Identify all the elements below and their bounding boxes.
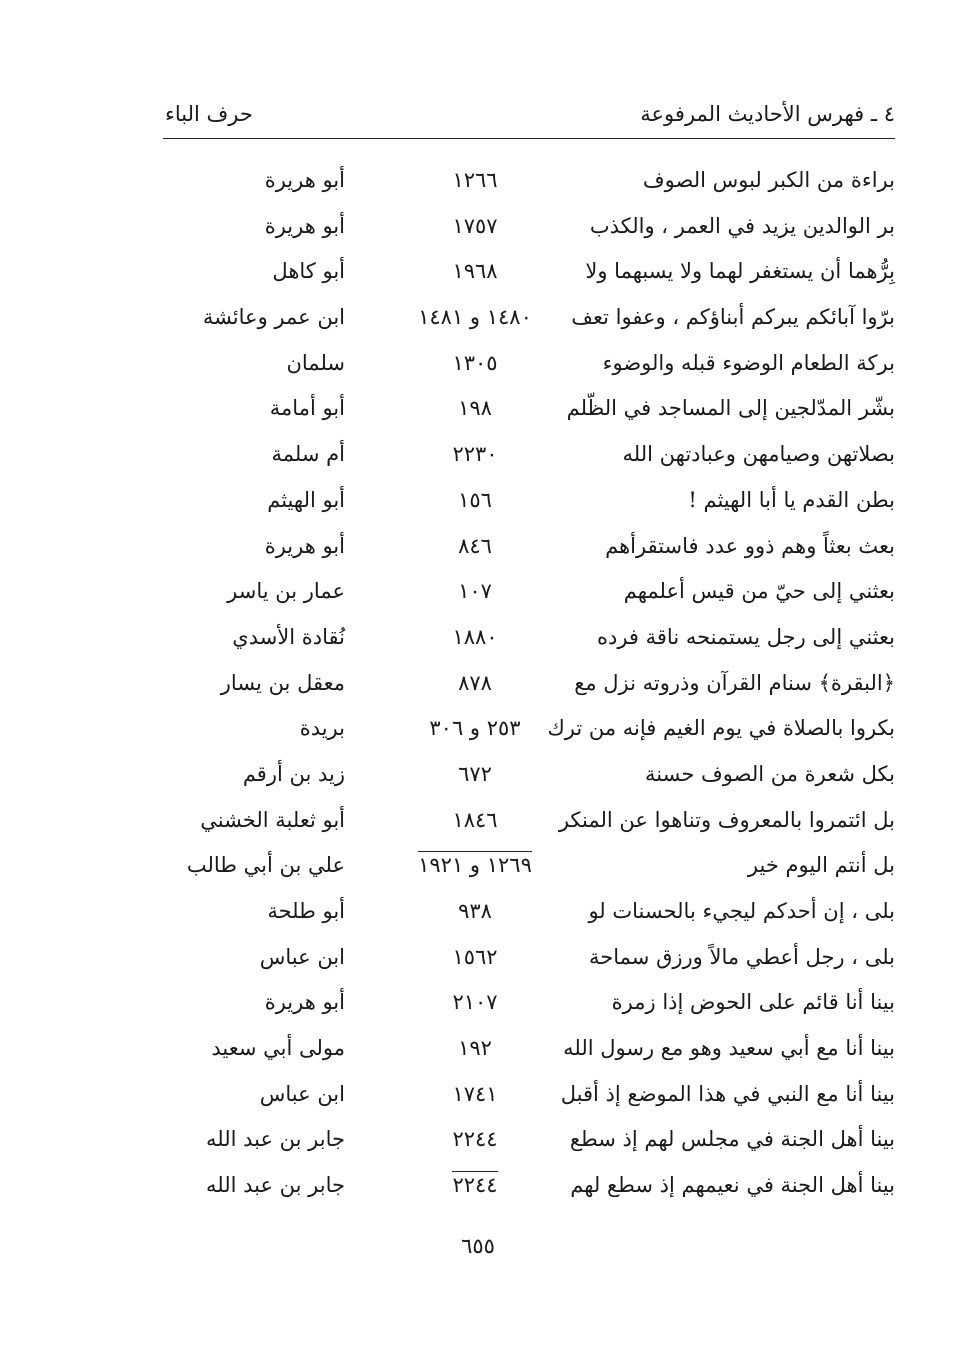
hadith-number	[390, 1163, 560, 1209]
hadith-index-list	[163, 158, 895, 1209]
narrator-name: أبو طلحة	[267, 899, 345, 923]
hadith-text: بينا أهل الجنة في مجلس لهم إذ سطع	[569, 1127, 895, 1152]
hadith-number-text: ١٢٦٩ و ١٩٢١	[418, 853, 532, 878]
narrator-name: أبو هريرة	[264, 990, 345, 1015]
hadith-number	[390, 843, 560, 889]
hadith-text: بل ائتمروا بالمعروف وتناهوا عن المنكر	[558, 807, 895, 832]
letter-title: حرف الباء	[165, 102, 253, 126]
narrator-name: جابر بن عبد الله	[205, 1127, 345, 1152]
section-title: ٤ ـ فهرس الأحاديث المرفوعة	[640, 102, 895, 126]
hadith-number	[390, 249, 560, 295]
hadith-number-text: ١٣٠٥	[452, 350, 498, 375]
narrator-name: ابن عمر وعائشة	[202, 305, 345, 330]
list-item	[163, 158, 895, 204]
hadith-number	[390, 432, 560, 478]
hadith-number-text: ١٠٧	[458, 579, 492, 604]
hadith-text: بِرُّهما أن يستغفر لهما ولا يسبهما ولا	[585, 259, 895, 284]
header-divider	[163, 138, 895, 139]
hadith-number-text: ١٨٨٠	[452, 624, 498, 649]
list-item	[163, 204, 895, 250]
hadith-text: بعثني إلى رجل يستمنحه ناقة فرده	[596, 624, 895, 649]
narrator-name: عمار بن ياسر	[227, 579, 345, 604]
narrator-name: علي بن أبي طالب	[186, 853, 345, 878]
hadith-number	[390, 1072, 560, 1118]
hadith-number	[390, 158, 560, 204]
hadith-text: بعث بعثاً وهم ذوو عدد فاستقرأهم	[605, 533, 895, 558]
narrator-name: بريدة	[299, 716, 345, 741]
list-item	[163, 798, 895, 844]
hadith-text: براءة من الكبر لبوس الصوف	[642, 168, 895, 192]
narrator-name: معقل بن يسار	[220, 670, 345, 695]
hadith-text: بينا أهل الجنة في نعيمهم إذ سطع لهم	[570, 1173, 895, 1198]
hadith-text: بينا أنا مع أبي سعيد وهو مع رسول الله	[563, 1036, 895, 1061]
narrator-name: أبو هريرة	[264, 213, 345, 238]
hadith-number	[390, 204, 560, 250]
hadith-number-text: ٨٤٦	[458, 533, 492, 558]
hadith-number-text: ٢٢٤٤	[452, 1173, 498, 1198]
hadith-text: بكروا بالصلاة في يوم الغيم فإنه من ترك	[547, 716, 895, 741]
list-item	[163, 935, 895, 981]
hadith-number-text: ٢٢٣٠	[452, 442, 498, 467]
list-item	[163, 569, 895, 615]
list-item	[163, 524, 895, 570]
hadith-number	[390, 706, 560, 752]
hadith-text: بينا أنا قائم على الحوض إذا زمرة	[611, 990, 895, 1015]
list-item	[163, 706, 895, 752]
hadith-number-text: ٩٣٨	[458, 899, 492, 923]
hadith-number	[390, 524, 560, 570]
list-item	[163, 341, 895, 387]
hadith-number	[390, 1026, 560, 1072]
list-item	[163, 432, 895, 478]
hadith-number-text: ١٧٤١	[452, 1081, 498, 1106]
narrator-name: أبو أمامة	[269, 396, 345, 421]
hadith-number-text: ١٤٨٠ و ١٤٨١	[418, 305, 532, 330]
hadith-number-text: ٢١٠٧	[452, 990, 498, 1015]
hadith-number	[390, 980, 560, 1026]
hadith-text: برّوا آبائكم يبركم أبناؤكم ، وعفوا تعف	[571, 305, 895, 330]
hadith-number	[390, 341, 560, 387]
list-item	[163, 249, 895, 295]
narrator-name: أبو الهيثم	[267, 487, 345, 512]
hadith-number	[390, 615, 560, 661]
hadith-text: بشّر المدّلجين إلى المساجد في الظّلم	[566, 396, 895, 421]
hadith-number	[390, 935, 560, 981]
list-item	[163, 478, 895, 524]
narrator-name: نُقادة الأسدي	[232, 624, 345, 649]
hadith-number-text: ١٢٦٦	[452, 168, 498, 192]
hadith-number-text: ٢٥٣ و ٣٠٦	[429, 716, 521, 741]
narrator-name: أم سلمة	[271, 442, 345, 467]
hadith-number	[390, 295, 560, 341]
hadith-number	[390, 569, 560, 615]
list-item	[163, 615, 895, 661]
list-item	[163, 386, 895, 432]
narrator-name: أبو هريرة	[264, 533, 345, 558]
narrator-name: ابن عباس	[259, 1081, 345, 1106]
narrator-name: زيد بن أرقم	[242, 761, 345, 786]
hadith-number	[390, 386, 560, 432]
narrator-name: جابر بن عبد الله	[205, 1173, 345, 1198]
hadith-text: بلى ، رجل أعطي مالاً ورزق سماحة	[589, 944, 895, 969]
hadith-text: بركة الطعام الوضوء قبله والوضوء	[602, 350, 895, 375]
list-item	[163, 980, 895, 1026]
hadith-text: بصلاتهن وصيامهن وعبادتهن الله	[622, 442, 895, 467]
list-item	[163, 295, 895, 341]
hadith-number-text: ١٥٦	[458, 487, 492, 512]
hadith-text: بينا أنا مع النبي في هذا الموضع إذ أقبل	[560, 1081, 895, 1106]
hadith-number-text: ٦٧٢	[458, 761, 492, 786]
hadith-number	[390, 798, 560, 844]
narrator-name: أبو هريرة	[264, 168, 345, 192]
list-item	[163, 889, 895, 935]
list-item	[163, 1072, 895, 1118]
hadith-number-text: ٢٢٤٤	[452, 1127, 498, 1152]
hadith-text: بكل شعرة من الصوف حسنة	[645, 761, 895, 786]
narrator-name: أبو ثعلبة الخشني	[200, 807, 345, 832]
hadith-text: ﴿البقرة﴾ سنام القرآن وذروته نزل مع	[574, 670, 895, 695]
narrator-name: مولى أبي سعيد	[211, 1036, 345, 1061]
list-item	[163, 752, 895, 798]
hadith-number-text: ١٩٢	[458, 1036, 492, 1061]
list-item	[163, 1117, 895, 1163]
hadith-text: بلى ، إن أحدكم ليجيء بالحسنات لو	[588, 899, 895, 923]
page-header	[163, 98, 895, 138]
hadith-number-text: ٨٧٨	[458, 670, 492, 695]
hadith-number-text: ١٩٦٨	[452, 259, 498, 284]
hadith-text: بل أنتم اليوم خير	[747, 853, 895, 878]
hadith-text: بعثني إلى حيّ من قيس أعلمهم	[623, 579, 895, 604]
narrator-name: أبو كاهل	[272, 259, 345, 284]
hadith-text: بر الوالدين يزيد في العمر ، والكذب	[589, 213, 895, 238]
list-item	[163, 1026, 895, 1072]
narrator-name: سلمان	[286, 350, 345, 375]
hadith-number-text: ١٥٦٢	[452, 944, 498, 969]
hadith-number	[390, 661, 560, 707]
hadith-text: بطن القدم يا أبا الهيثم !	[688, 487, 895, 512]
hadith-number	[390, 889, 560, 935]
hadith-number-text: ١٧٥٧	[452, 213, 498, 238]
hadith-number-text: ١٨٤٦	[452, 807, 498, 832]
hadith-number	[390, 478, 560, 524]
list-item	[163, 1163, 895, 1209]
narrator-name: ابن عباس	[259, 944, 345, 969]
page-number: ٦٥٥	[461, 1234, 495, 1258]
list-item	[163, 661, 895, 707]
list-item	[163, 843, 895, 889]
hadith-number	[390, 1117, 560, 1163]
hadith-number-text: ١٩٨	[458, 396, 492, 421]
hadith-number	[390, 752, 560, 798]
